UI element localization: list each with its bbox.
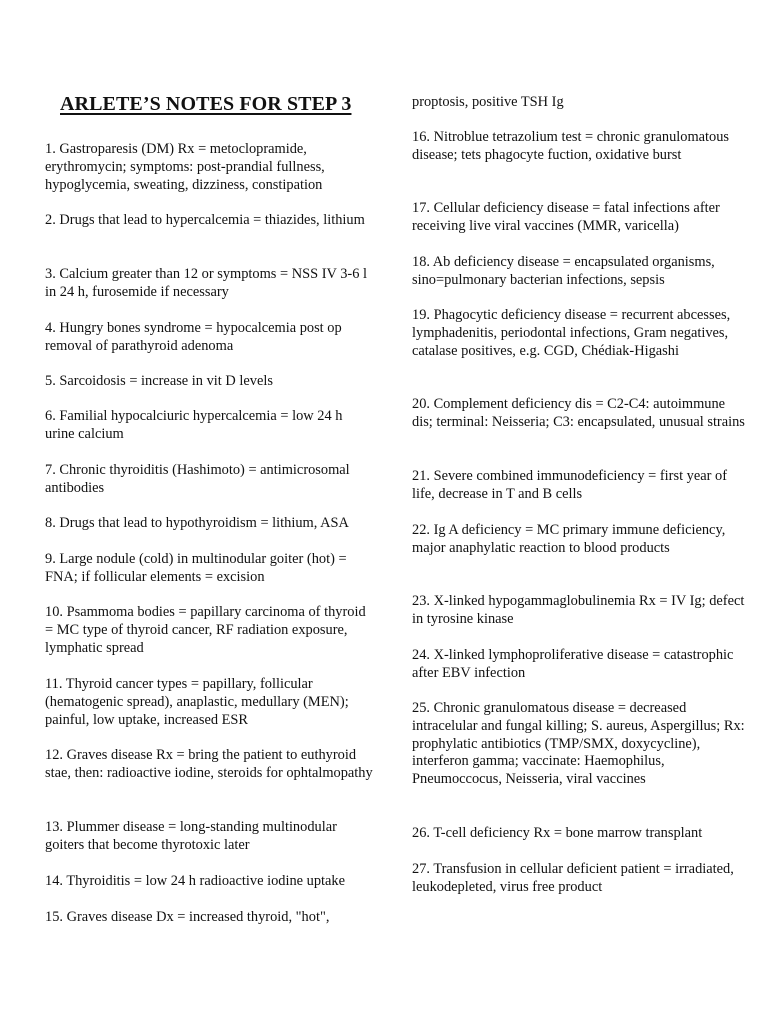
note-19: 19. Phagocytic deficiency disease = recurrent abcesses, lymphadenitis, periodontal infections, Gram negatives, catalase positives, e.g. CGD, Chédiak-Higashi bbox=[412, 307, 731, 359]
note-8: 8. Drugs that lead to hypothyroidism = lithium, ASA bbox=[45, 515, 349, 531]
note-16: 16. Nitroblue tetrazolium test = chronic granulomatous disease; tets phagocyte fuction, oxidative burst bbox=[412, 129, 730, 163]
note-14: 14. Thyroiditis = low 24 h radioactive iodine uptake bbox=[45, 873, 346, 889]
note-3: 3. Calcium greater than 12 or symptoms = NSS IV 3-6 l in 24 h, furosemide if necessary bbox=[45, 266, 368, 300]
note-24: 24. X-linked lymphoproliferative disease = catastrophic after EBV infection bbox=[412, 647, 734, 681]
note-1: 1. Gastroparesis (DM) Rx = metoclopramide, erythromycin; symptoms: post-prandial fullness, hypoglycemia, sweating, dizziness, constipation bbox=[45, 141, 325, 193]
note-15: 15. Graves disease Dx = increased thyroid, "hot", bbox=[45, 909, 330, 925]
note-22: 22. Ig A deficiency = MC primary immune deficiency, major anaphylatic reaction to blood products bbox=[412, 522, 726, 556]
note-25: 25. Chronic granulomatous disease = decreased intracelular and fungal killing; S. aureus, Aspergillus; Rx: prophylatic antibiotics (TMP/SMX, doxycycline), interferon gamma; vaccinate: Haemophilus, Pneumoccocus, Neisseria, viral vaccines bbox=[412, 700, 745, 788]
note-15-continued: proptosis, positive TSH Ig bbox=[412, 94, 564, 110]
note-13: 13. Plummer disease = long-standing multinodular goiters that become thyrotoxic later bbox=[45, 819, 337, 853]
note-10: 10. Psammoma bodies = papillary carcinoma of thyroid = MC type of thyroid cancer, RF radiation exposure, lymphatic spread bbox=[45, 604, 366, 656]
note-21: 21. Severe combined immunodeficiency = first year of life, decrease in T and B cells bbox=[412, 468, 728, 502]
note-23: 23. X-linked hypogammaglobulinemia Rx = IV Ig; defect in tyrosine kinase bbox=[412, 593, 745, 627]
note-9: 9. Large nodule (cold) in multinodular goiter (hot) = FNA; if follicular elements = excision bbox=[45, 551, 347, 585]
note-27: 27. Transfusion in cellular deficient patient = irradiated, leukodepleted, virus free product bbox=[412, 861, 734, 895]
note-26: 26. T-cell deficiency Rx = bone marrow transplant bbox=[412, 825, 703, 841]
note-7: 7. Chronic thyroiditis (Hashimoto) = antimicrosomal antibodies bbox=[45, 462, 350, 496]
note-12: 12. Graves disease Rx = bring the patient to euthyroid stae, then: radioactive iodine, steroids for ophtalmopathy bbox=[45, 747, 373, 781]
note-20: 20. Complement deficiency dis = C2-C4: autoimmune dis; terminal: Neisseria; C3: encapsulated, unusual strains bbox=[412, 396, 745, 430]
note-4: 4. Hungry bones syndrome = hypocalcemia post op removal of parathyroid adenoma bbox=[45, 320, 342, 354]
note-6: 6. Familial hypocalciuric hypercalcemia = low 24 h urine calcium bbox=[45, 408, 343, 442]
note-5: 5. Sarcoidosis = increase in vit D levels bbox=[45, 373, 273, 389]
note-2: 2. Drugs that lead to hypercalcemia = thiazides, lithium bbox=[45, 212, 365, 228]
note-18: 18. Ab deficiency disease = encapsulated organisms, sino=pulmonary bacterian infections, sepsis bbox=[412, 254, 715, 288]
document-title: ARLETE’S NOTES FOR STEP 3 bbox=[60, 93, 352, 115]
note-17: 17. Cellular deficiency disease = fatal infections after receiving live viral vaccines (MMR, varicella) bbox=[412, 200, 720, 234]
note-11: 11. Thyroid cancer types = papillary, follicular (hematogenic spread), anaplastic, medullary (MEN); painful, low uptake, increased ESR bbox=[45, 676, 349, 728]
